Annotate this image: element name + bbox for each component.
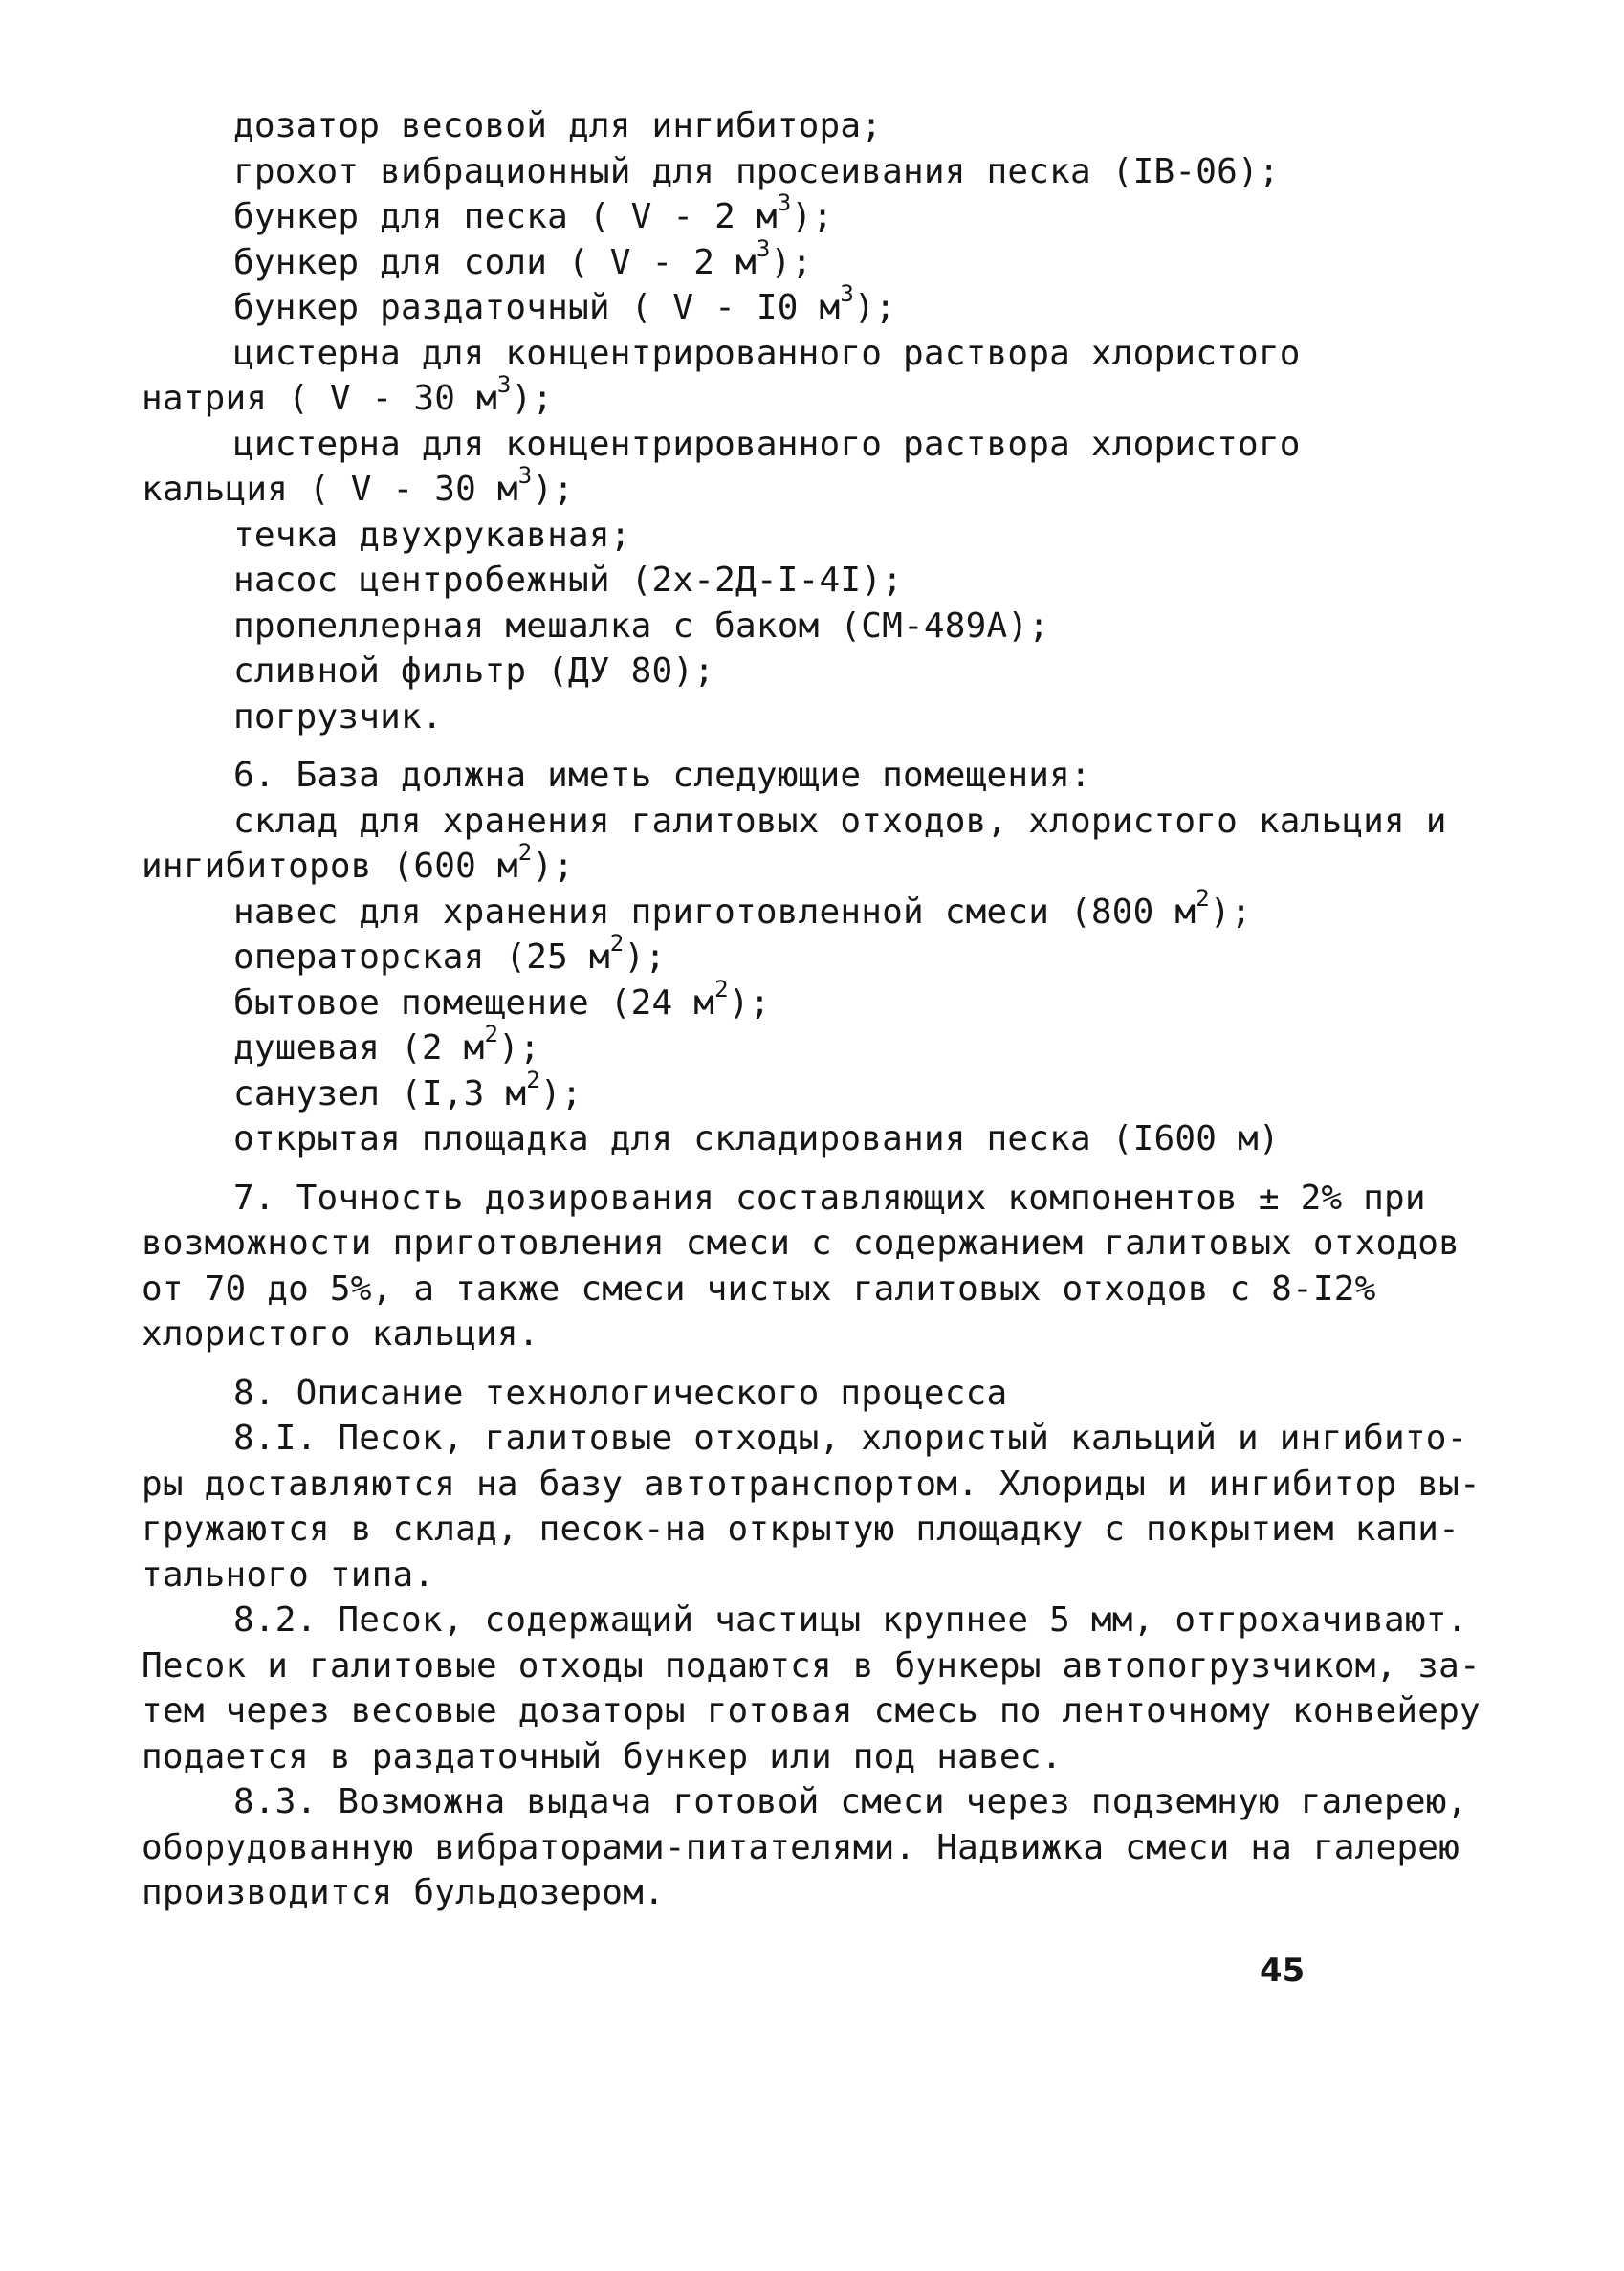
list-item: открытая площадка для складирования песка (I600 м) — [233, 1119, 1280, 1158]
list-item: бункер раздаточный ( V - I0 $м^3$); — [233, 280, 896, 327]
paragraph-line: от 70 до 5%, а также смеси чистых галитовых отходов с 8-I2% — [142, 1268, 1376, 1309]
paragraph-line: гружаются в склад, песок-на открытую площадку с покрытием капи- — [142, 1510, 1460, 1549]
paragraph-line: 8.3. Возможна выдача готовой смеси через подземную галерею, — [233, 1782, 1468, 1821]
paragraph-line: тального типа. — [142, 1554, 435, 1595]
document-body — [142, 103, 1481, 1916]
list-item-continuation: натрия ( V - 30 $м^3$); — [142, 371, 554, 418]
list-item: санузел (I,3 $м^2$); — [233, 1066, 582, 1113]
list-item: бытовое помещение (24 $м^2$); — [233, 975, 771, 1023]
paragraph-line: ры доставляются на базу автотранспортом. Хлориды и ингибитор вы- — [142, 1464, 1481, 1504]
list-item: насос центробежный (2х-2Д-I-4I); — [233, 561, 903, 600]
paragraph-line: Песок и галитовые отходы подаются в бункеры автопогрузчиком, за- — [142, 1645, 1481, 1686]
list-item-continuation: кальция ( V - 30 $м^3$); — [142, 462, 575, 509]
list-item-continuation: ингибиторов (600 $м^2$); — [142, 839, 575, 886]
paragraph-line: 8.I. Песок, галитовые отходы, хлористый кальций и ингибито- — [233, 1419, 1468, 1458]
list-item: погрузчик. — [233, 696, 443, 737]
list-item: течка двухрукавная; — [233, 515, 631, 555]
list-item: навес для хранения приготовленной смеси (800 $м^2$); — [233, 884, 1252, 932]
paragraph-line: возможности приготовления смеси с содержанием галитовых отходов — [142, 1224, 1460, 1263]
list-item: цистерна для концентрированного раствора хлористого — [233, 333, 1301, 373]
list-item: пропеллерная мешалка с баком (СМ-489А); — [233, 606, 1050, 646]
list-item: операторская (25 $м^2$); — [233, 930, 667, 977]
paragraph-line: оборудованную вибраторами-питателями. Надвижка смеси на галерею — [142, 1827, 1460, 1867]
list-item: грохот вибрационный для просеивания песка (IB-06); — [233, 151, 1280, 191]
list-item: склад для хранения галитовых отходов, хлористого кальция и — [233, 801, 1447, 841]
page-number: 45 — [1260, 1951, 1306, 1990]
paragraph-line: производится бульдозером. — [142, 1873, 665, 1912]
list-item: цистерна для концентрированного раствора хлористого — [233, 424, 1301, 464]
list-item: душевая (2 $м^2$); — [233, 1021, 540, 1068]
list-item: бункер для соли ( V - 2 $м^3$); — [233, 234, 813, 282]
paragraph-line: 8.2. Песок, содержащий частицы крупнее 5 мм, отгрохачивают. — [233, 1600, 1468, 1640]
section-heading: 8. Описание технологического процесса — [233, 1373, 1008, 1413]
paragraph-line: хлористого кальция. — [142, 1314, 539, 1354]
paragraph-line: тем через весовые дозаторы готовая смесь по ленточному конвейеру — [142, 1691, 1481, 1731]
list-item: дозатор весовой для ингибитора; — [233, 106, 883, 145]
list-item: сливной фильтр (ДУ 80); — [233, 651, 715, 691]
section-heading: 6. База должна иметь следующие помещения: — [233, 756, 1091, 795]
paragraph-line: подается в раздаточный бункер или под навес. — [142, 1736, 1063, 1776]
list-item: бункер для песка ( V - 2 $м^3$); — [233, 189, 834, 236]
paragraph-line: 7. Точность дозирования составляющих компонентов ± 2% при — [233, 1178, 1426, 1218]
